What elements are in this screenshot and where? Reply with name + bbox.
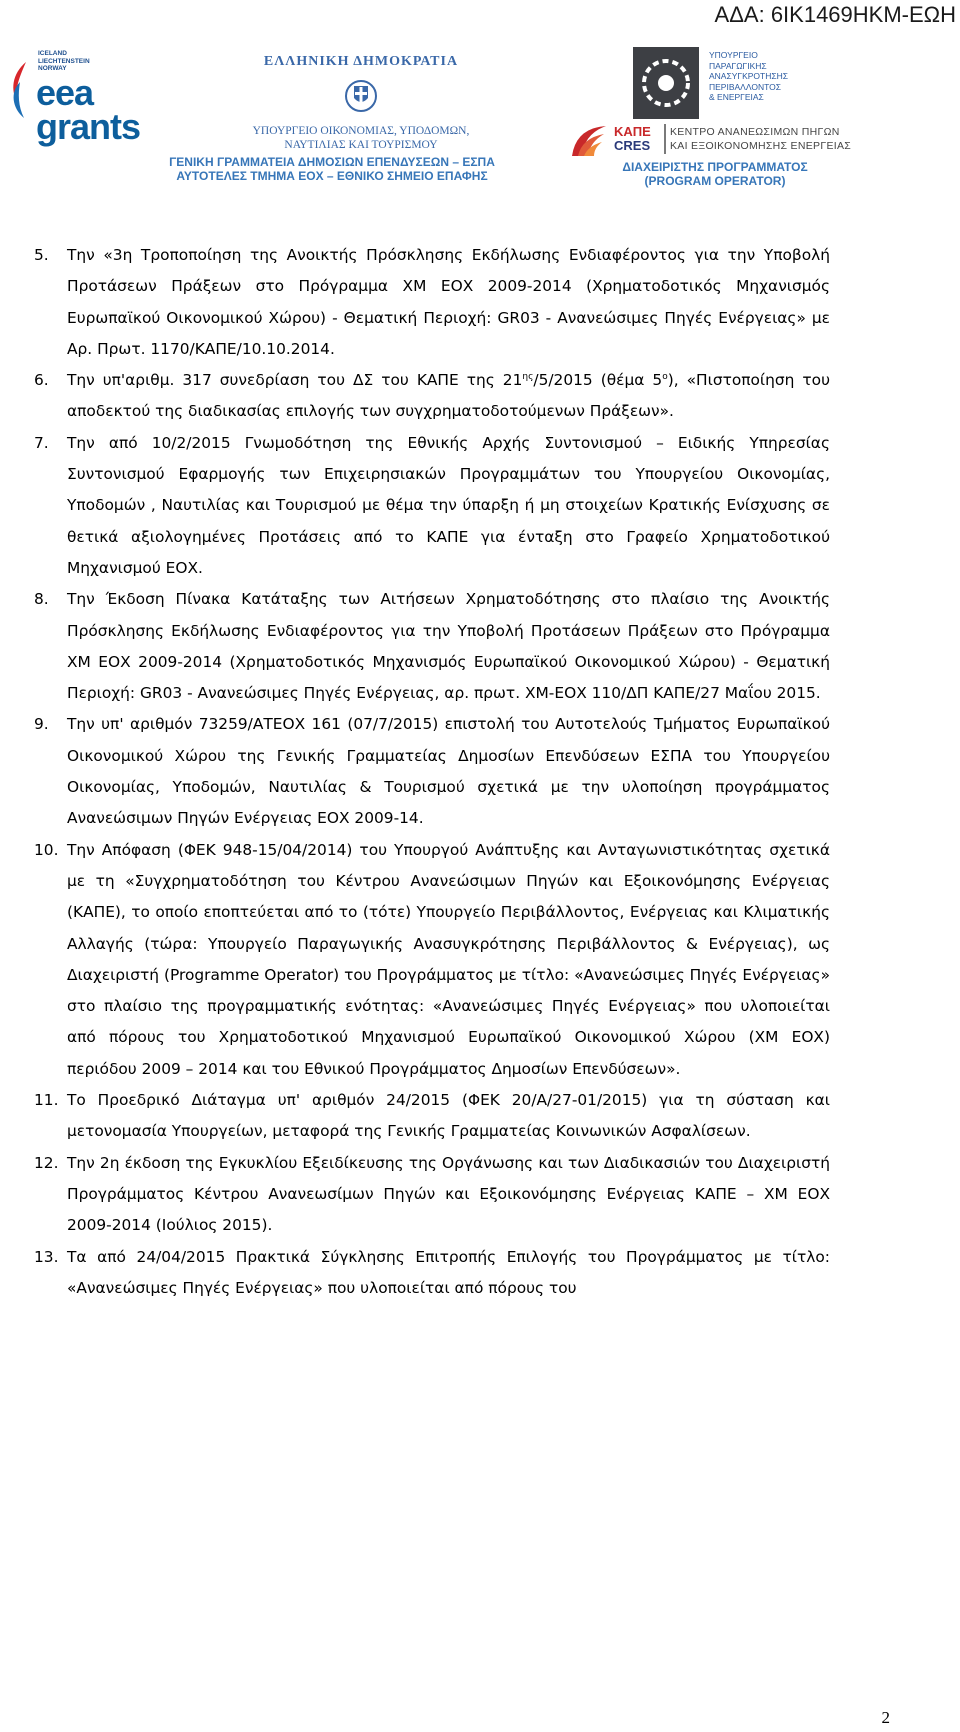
- eea-grants-logo: [6, 50, 141, 150]
- list-item: 11. Το Προεδρικό Διάταγμα υπ' αριθμόν 24/2015 (ΦΕΚ 20/Α/27-01/2015) για τη σύσταση και μετονομασία Υπουργείων, μεταφορά της Γενικής Γραμματείας Κοινωνικών Ασφαλίσεων.: [34, 1091, 830, 1141]
- ministry-name-line-1: ΥΠΟΥΡΓΕΙΟ ΟΙΚΟΝΟΜΙΑΣ, ΥΠΟΔΟΜΩΝ,: [252, 125, 470, 137]
- general-secretariat-caption: ΓΕΝΙΚΗ ΓΡΑΜΜΑΤΕΙΑ ΔΗΜΟΣΙΩΝ ΕΠΕΝΔΥΣΕΩΝ – ΕΣΠΑ ΑΥΤΟΤΕΛΕΣ ΤΜΗΜΑ ΕΟΧ – ΕΘΝΙΚΟ ΣΗΜΕΙΟ ΕΠΑΦΗΣ: [169, 155, 495, 183]
- list-item: 10. Την Απόφαση (ΦΕΚ 948-15/04/2014) του Υπουργού Ανάπτυξης και Ανταγωνιστικότητας σχετικά με τη «Συγχρηματοδότηση του Κέντρου Ανανεώσιμων Πηγών και Εξοικονόμησης Ενέργειας (ΚΑΠΕ), το οποίο εποπτεύεται από το (τότε) Υπουργείο Περιβάλλοντος, Ενέργειας και Κλιματικής Αλλαγής (τώρα: Υπουργείο Παραγωγικής Ανασυγκρότησης Περιβάλλοντος & Ενέργειας), ως Διαχειριστή (Programme Operator) του Προγράμματος με τίτλο: «Ανανεώσιμες Πηγές Ενέργειας» στο πλαίσιο της προγραμματικής ενότητας: «Ανανεώσιμες Πηγές Ενέργειας» που υλοποιείται από πόρους του Χρηματοδοτικού Μηχανισμού Ευρωπαϊκού Οικονομικού Χώρου (ΧΜ ΕΟΧ) περιόδου 2009 – 2014 και του Εθνικού Προγράμματος Δημοσίων Επενδύσεων».: [34, 840, 830, 1078]
- program-operator-caption: ΔΙΑΧΕΙΡΙΣΤΗΣ ΠΡΟΓΡΑΜΜΑΤΟΣ (PROGRAM OPERATOR): [622, 160, 808, 188]
- greek-emblem-icon: [344, 76, 378, 116]
- list-item: 12. Την 2η έκδοση της Εγκυκλίου Εξειδίκευσης της Οργάνωσης και των Διαδικασιών του Διαχειριστή Προγράμματος Κέντρου Ανανεωσίμων Πηγών και Εξοικονόμησης Ενέργειας ΚΑΠΕ – ΧΜ ΕΟΧ 2009-2014 (Ιούλιος 2015).: [34, 1153, 830, 1235]
- ministry-environment-emblem: [633, 47, 699, 119]
- hellenic-republic-title: ΕΛΛΗΝΙΚΗ ΔΗΜΟΚΡΑΤΙΑ: [263, 54, 459, 69]
- kape-logo-icon: [568, 122, 610, 160]
- kape-full-name: ΚΕΝΤΡΟ ΑΝΑΝΕΩΣΙΜΩΝ ΠΗΓΩΝ ΚΑΙ ΕΞΟΙΚΟΝΟΜΗΣΗΣ ΕΝΕΡΓΕΙΑΣ: [670, 126, 852, 152]
- kape-divider: [664, 124, 666, 154]
- eea-countries: ICELAND LIECHTENSTEIN NORWAY: [38, 50, 90, 72]
- circular-emblem-icon: [633, 47, 699, 119]
- list-item: 9. Την υπ' αριθμόν 73259/ΑΤΕΟΧ 161 (07/7/2015) επιστολή του Αυτοτελούς Τμήματος Ευρωπαϊκού Οικονομικού Χώρου της Γενικής Γραμματείας Δημοσίων Επενδύσεων ΕΣΠΑ του Υπουργείου Οικονομίας, Υποδομών, Ναυτιλίας & Τουρισμού σχετικά με την υλοποίηση προγράμματος Ανανεώσιμων Πηγών Ενέργειας ΕΟΧ 2009-14.: [34, 715, 830, 828]
- list-item: 13. Τα από 24/04/2015 Πρακτικά Σύγκλησης Επιτροπής Επιλογής του Προγράμματος με τίτλο: «Ανανεώσιμες Πηγές Ενέργειας» που υλοποιείται από πόρους του: [34, 1247, 830, 1297]
- list-item: 8. Την Έκδοση Πίνακα Κατάταξης των Αιτήσεων Χρηματοδότησης στο πλαίσιο της Ανοικτής Πρόσκλησης Εκδήλωσης Ενδιαφέροντος για την Υποβολή Προτάσεων Πράξεων στο Πρόγραμμα ΧΜ ΕΟΧ 2009-2014 (Χρηματοδοτικός Μηχανισμός Ευρωπαϊκού Οικονομικού Χώρου) - Θεματική Περιοχή: GR03 - Ανανεώσιμες Πηγές Ενέργειας, αρ. πρωτ. ΧΜ-ΕΟΧ 110/ΔΠ ΚΑΠΕ/27 Μαΐου 2015.: [34, 590, 830, 703]
- list-item: 6. Την υπ'αριθμ. 317 συνεδρίαση του ΔΣ του ΚΑΠΕ της $21^{\eta\varsigma}/5/2015$ (θέμα $5^o$), «Πιστοποίηση του αποδεκτού της διαδικασίας επιλογής των συγχρηματοδοτούμενων Πράξεων».: [34, 371, 830, 421]
- page-number: 2: [881, 1708, 890, 1727]
- kape-cres-mark: ΚΑΠΕ CRES: [614, 124, 651, 153]
- ministry-environment-text: ΥΠΟΥΡΓΕΙΟ ΠΑΡΑΓΩΓΙΚΗΣ ΑΝΑΣΥΓΚΡΟΤΗΣΗΣ ΠΕΡΙΒΑΛΛΟΝΤΟΣ & ΕΝΕΡΓΕΙΑΣ: [709, 50, 789, 102]
- list-item: 5. Την «3η Τροποποίηση της Ανοικτής Πρόσκλησης Εκδήλωσης Ενδιαφέροντος για την Υποβολή Προτάσεων Πράξεων στο Πρόγραμμα ΧΜ ΕΟΧ 2009-2014 (Χρηματοδοτικός Μηχανισμός Ευρωπαϊκού Οικονομικού Χώρου) - Θεματική Περιοχή: GR03 - Ανανεώσιμες Πηγές Ενέργειας» με Αρ. Πρωτ. 1170/ΚΑΠΕ/10.10.2014.: [34, 246, 830, 358]
- ministry-name-line-2: ΝΑΥΤΙΛΙΑΣ ΚΑΙ ΤΟΥΡΙΣΜΟΥ: [284, 139, 438, 151]
- ada-code: ΑΔΑ: 6ΙΚ1469ΗΚΜ-ΕΩΗ: [714, 2, 956, 27]
- considerations-list: [34, 240, 830, 1304]
- eea-flame-icon: [6, 60, 34, 120]
- ministry-logo: [236, 54, 486, 152]
- list-item: 7. Την από 10/2/2015 Γνωμοδότηση της Εθνικής Αρχής Συντονισμού – Ειδικής Υπηρεσίας Συντονισμού Εφαρμογής των Επιχειρησιακών Προγραμμάτων του Υπουργείου Οικονομίας, Υποδομών , Ναυτιλίας και Τουρισμού με θέμα την ύπαρξη ή μη στοιχείων Κρατικής Ενίσχυσης σε θετικά αξιολογημένες Προτάσεις από το ΚΑΠΕ για ένταξη στο Γραφείο Χρηματοδοτικού Μηχανισμού ΕΟΧ.: [34, 433, 830, 577]
- eea-grants-word: grants: [36, 106, 141, 147]
- eea-word: eea: [36, 72, 94, 113]
